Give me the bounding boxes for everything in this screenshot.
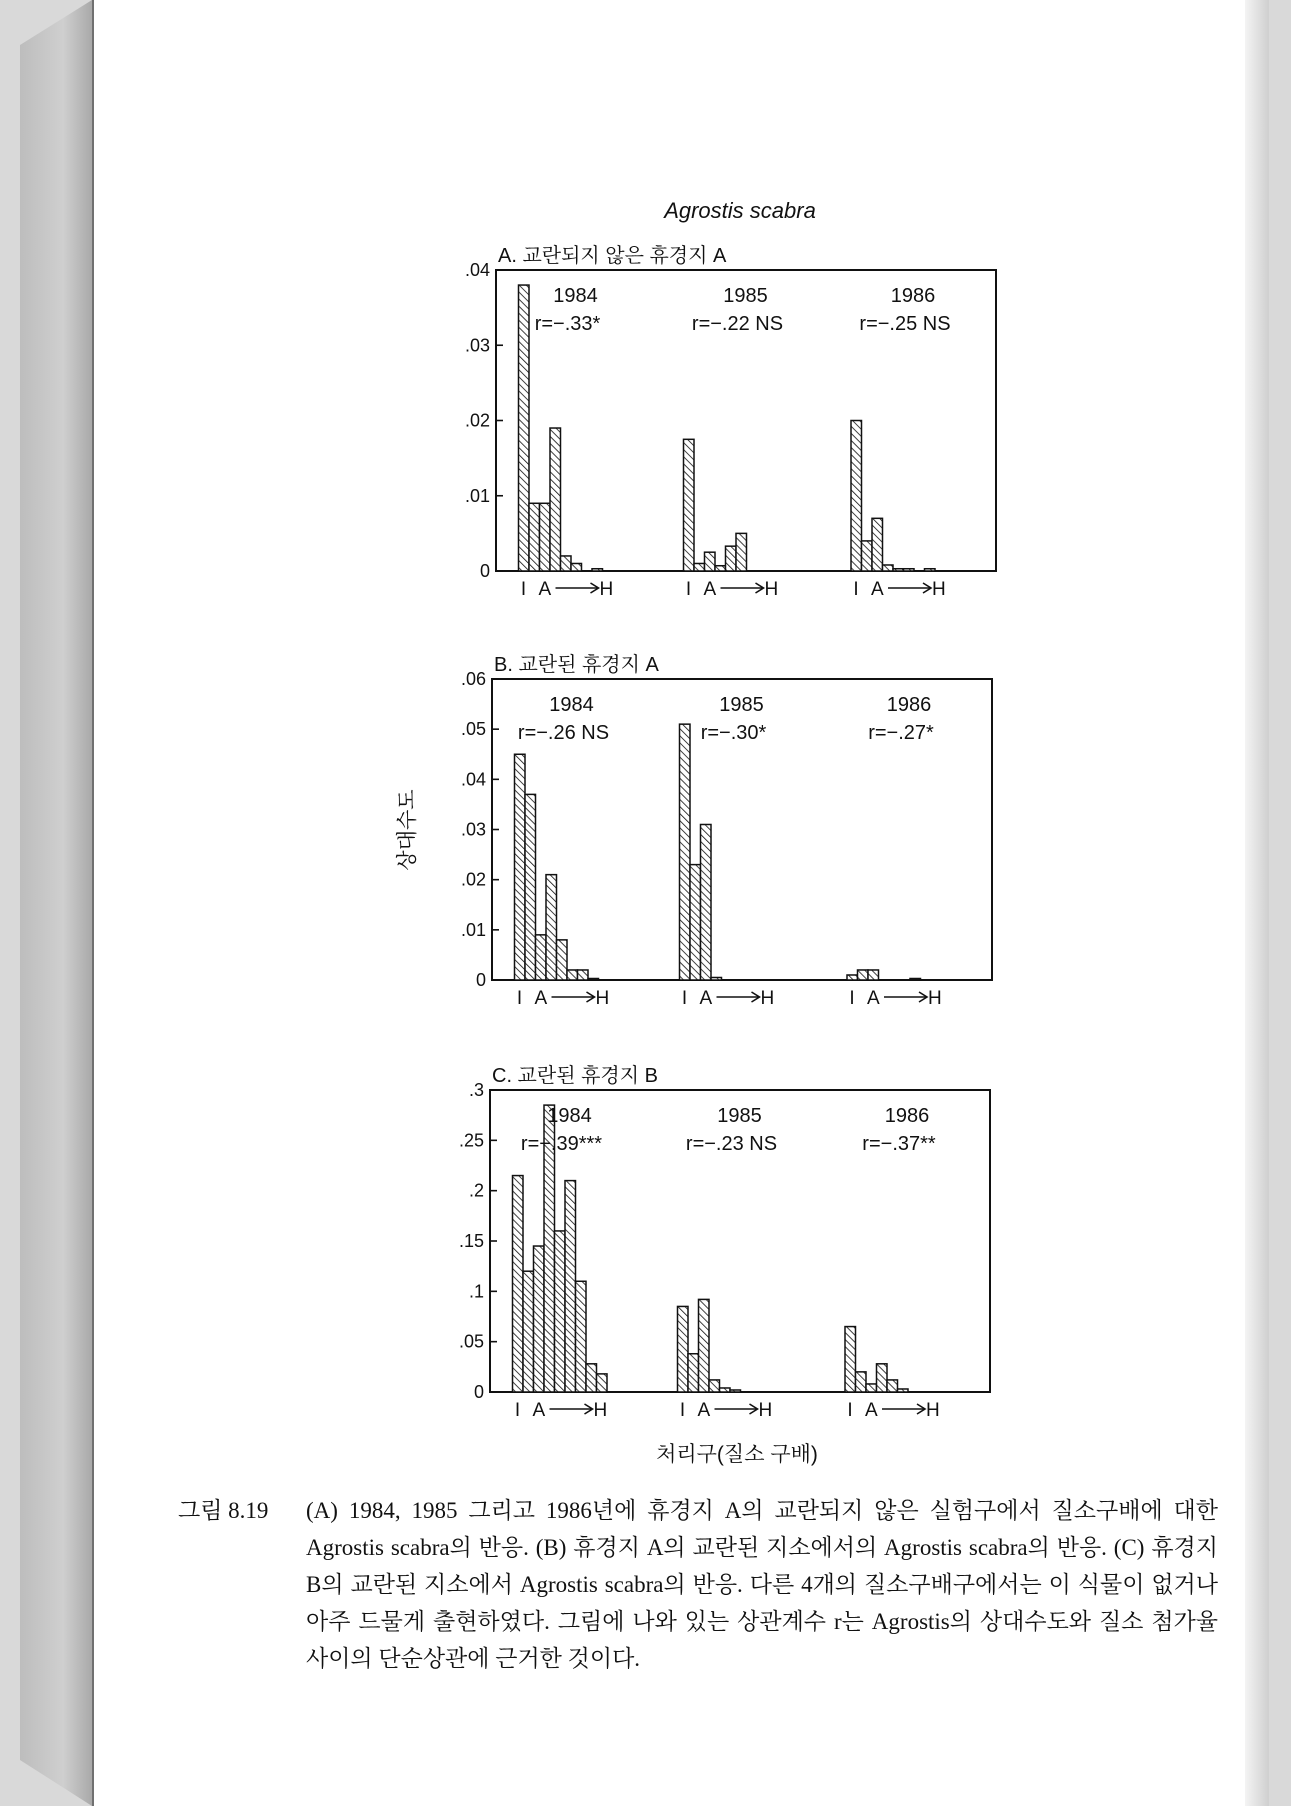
bar-1985-B — [705, 552, 716, 571]
x-label-I: I — [849, 988, 855, 1009]
panel-title: B. 교란된 휴경지 A — [494, 654, 659, 676]
bar-1984-E — [565, 1181, 576, 1392]
y-tick-label: .03 — [464, 335, 490, 356]
x-label-A: A — [699, 988, 713, 1009]
bar-1984-D — [561, 556, 572, 571]
bar-1985-C — [709, 1380, 720, 1392]
bar-1986-B — [866, 1384, 877, 1392]
bar-1984-B — [536, 935, 547, 980]
bar-1984-G — [588, 978, 599, 980]
group-year-label: 1985 — [717, 1105, 762, 1127]
group-year-label: 1984 — [547, 1105, 592, 1127]
bar-1985-I — [678, 1306, 689, 1392]
x-label-A: A — [697, 1400, 711, 1421]
x-label-H: H — [758, 1400, 773, 1421]
caption-text: (A) 1984, 1985 그리고 1986년에 휴경지 A의 교란되지 않은 실험구에서 질소구배에 대한 Agrostis scabra의 반응. (B) 휴경지 A의 교란된 지소에서의 Agrostis scabra의 반응. (C) 휴경지 B의 교란된 지소에서 Agrostis scabra의 반응. 다른 4개의 질소구배구에서는 이 식물이 없거나 아주 드물게 출현하였다. 그림에 나와 있는 상관계수 r는 Agrostis의 상대수도와 질소 첨가율 사이의 단순상관에 근거한 것이다. — [306, 1498, 1218, 1671]
bar-1985-E — [730, 1390, 741, 1392]
bar-1985-D — [726, 546, 737, 571]
x-label-H: H — [764, 579, 779, 600]
panel-title: C. 교란된 휴경지 B — [492, 1065, 658, 1087]
panel-title: A. 교란되지 않은 휴경지 A — [498, 245, 727, 267]
y-tick-label: .03 — [460, 819, 486, 840]
figure-title: Agrostis scabra — [664, 198, 816, 223]
x-label-H: H — [932, 579, 946, 600]
x-label-A: A — [538, 579, 552, 600]
x-label-A: A — [865, 1400, 878, 1421]
group-year-label: 1984 — [549, 694, 594, 716]
x-label-I: I — [516, 988, 523, 1009]
bar-1984-A — [525, 794, 536, 980]
bar-1986-A — [858, 970, 869, 980]
x-label-H: H — [926, 1400, 940, 1421]
y-tick-label: .01 — [460, 919, 486, 940]
correlation-label: r=−.39*** — [520, 1133, 603, 1155]
correlation-label: r=−.23 NS — [685, 1133, 778, 1155]
group-year-label: 1986 — [886, 694, 932, 716]
bar-1986-D — [887, 1380, 898, 1392]
y-tick-label: .01 — [464, 485, 490, 506]
x-label-A: A — [532, 1400, 546, 1421]
bar-1985-C — [715, 566, 726, 571]
bar-1986-E — [898, 1389, 909, 1392]
y-tick-label: .05 — [458, 1331, 484, 1352]
x-label-H: H — [593, 1400, 608, 1421]
bar-1985-I — [684, 439, 695, 571]
bar-1984-G — [586, 1364, 597, 1392]
y-tick-label: .25 — [458, 1130, 484, 1151]
y-tick-label: .02 — [464, 410, 490, 431]
x-label-I: I — [847, 1400, 853, 1421]
bar-1986-I — [851, 421, 862, 572]
y-tick-label: 0 — [473, 1382, 484, 1402]
bar-1985-A — [688, 1354, 699, 1392]
bar-1986-G — [925, 569, 936, 571]
bar-1984-F — [576, 1281, 587, 1392]
x-label-H: H — [760, 988, 775, 1009]
y-tick-label: .02 — [460, 869, 486, 890]
correlation-label: r=−.26 NS — [517, 722, 610, 744]
x-label-A: A — [867, 988, 880, 1009]
x-label-I: I — [514, 1400, 521, 1421]
bar-1986-C — [883, 565, 894, 571]
x-label-A: A — [534, 988, 548, 1009]
y-tick-label: .04 — [464, 260, 490, 280]
x-label-A: A — [871, 579, 884, 600]
caption-label: 그림 8.19 — [178, 1498, 269, 1523]
bar-1984-H — [597, 1374, 608, 1392]
y-tick-label: 0 — [475, 970, 486, 990]
x-axis-title: 처리구(질소 구배) — [656, 1443, 818, 1466]
y-tick-label: .3 — [468, 1080, 484, 1100]
bar-1984-F — [578, 970, 589, 980]
x-label-H: H — [595, 988, 610, 1009]
bar-1984-I — [515, 754, 526, 980]
bar-1984-B — [540, 503, 551, 571]
bar-1986-A — [862, 541, 873, 571]
x-label-I: I — [679, 1400, 686, 1421]
bar-1985-A — [694, 563, 705, 571]
bar-1985-A — [690, 865, 701, 980]
bar-1984-G — [592, 569, 603, 571]
y-tick-label: .05 — [460, 719, 486, 740]
group-year-label: 1986 — [884, 1105, 930, 1127]
bar-1986-D — [893, 569, 904, 571]
correlation-label: r=−.37** — [862, 1133, 936, 1155]
correlation-label: r=−.33* — [534, 313, 601, 335]
bar-1986-B — [868, 970, 879, 980]
y-axis-title: 상대수도 — [396, 789, 419, 871]
y-tick-label: .06 — [460, 669, 486, 689]
correlation-label: r=−.27* — [868, 722, 934, 744]
bar-1984-D — [557, 940, 568, 980]
bar-1984-I — [513, 1176, 524, 1392]
x-label-H: H — [599, 579, 614, 600]
group-year-label: 1984 — [553, 285, 598, 307]
x-label-I: I — [681, 988, 688, 1009]
bar-1984-C — [546, 875, 557, 980]
bar-1985-B — [701, 824, 712, 980]
chart-panel-1 — [465, 244, 996, 600]
x-label-I: I — [685, 579, 692, 600]
group-year-label: 1985 — [723, 285, 768, 307]
bar-1984-C — [550, 428, 561, 571]
bar-1985-I — [680, 724, 691, 980]
y-tick-label: .04 — [460, 769, 486, 790]
chart-panel-2 — [461, 653, 992, 1009]
bar-1984-E — [567, 970, 578, 980]
bar-1984-A — [523, 1271, 534, 1392]
group-year-label: 1985 — [719, 694, 764, 716]
bar-1986-C — [877, 1364, 888, 1392]
x-label-A: A — [703, 579, 717, 600]
x-label-I: I — [520, 579, 527, 600]
correlation-label: r=−.22 NS — [691, 313, 784, 335]
y-tick-label: 0 — [479, 561, 490, 581]
bar-1986-F — [910, 978, 921, 980]
bar-1984-A — [529, 503, 540, 571]
x-label-I: I — [853, 579, 859, 600]
bar-1986-A — [856, 1372, 867, 1392]
bar-1986-B — [872, 518, 883, 571]
chart-panel-3 — [459, 1064, 990, 1421]
bar-1984-I — [519, 285, 530, 571]
x-label-H: H — [928, 988, 942, 1009]
bar-1984-B — [534, 1246, 545, 1392]
bar-1986-E — [904, 569, 915, 571]
bar-1985-E — [736, 533, 747, 571]
group-year-label: 1986 — [890, 285, 936, 307]
correlation-label: r=−.30* — [700, 722, 767, 744]
y-tick-label: .1 — [468, 1281, 484, 1302]
y-tick-label: .2 — [468, 1180, 484, 1201]
chart-panels — [459, 244, 996, 1421]
bar-1984-E — [571, 563, 582, 571]
bar-1986-I — [847, 975, 858, 980]
bar-1985-B — [699, 1299, 710, 1392]
bar-1985-D — [720, 1388, 731, 1392]
bar-1986-I — [845, 1327, 856, 1392]
bar-1984-D — [555, 1231, 566, 1392]
y-tick-label: .15 — [458, 1231, 484, 1251]
bar-1985-C — [711, 977, 722, 980]
correlation-label: r=−.25 NS — [859, 313, 951, 335]
